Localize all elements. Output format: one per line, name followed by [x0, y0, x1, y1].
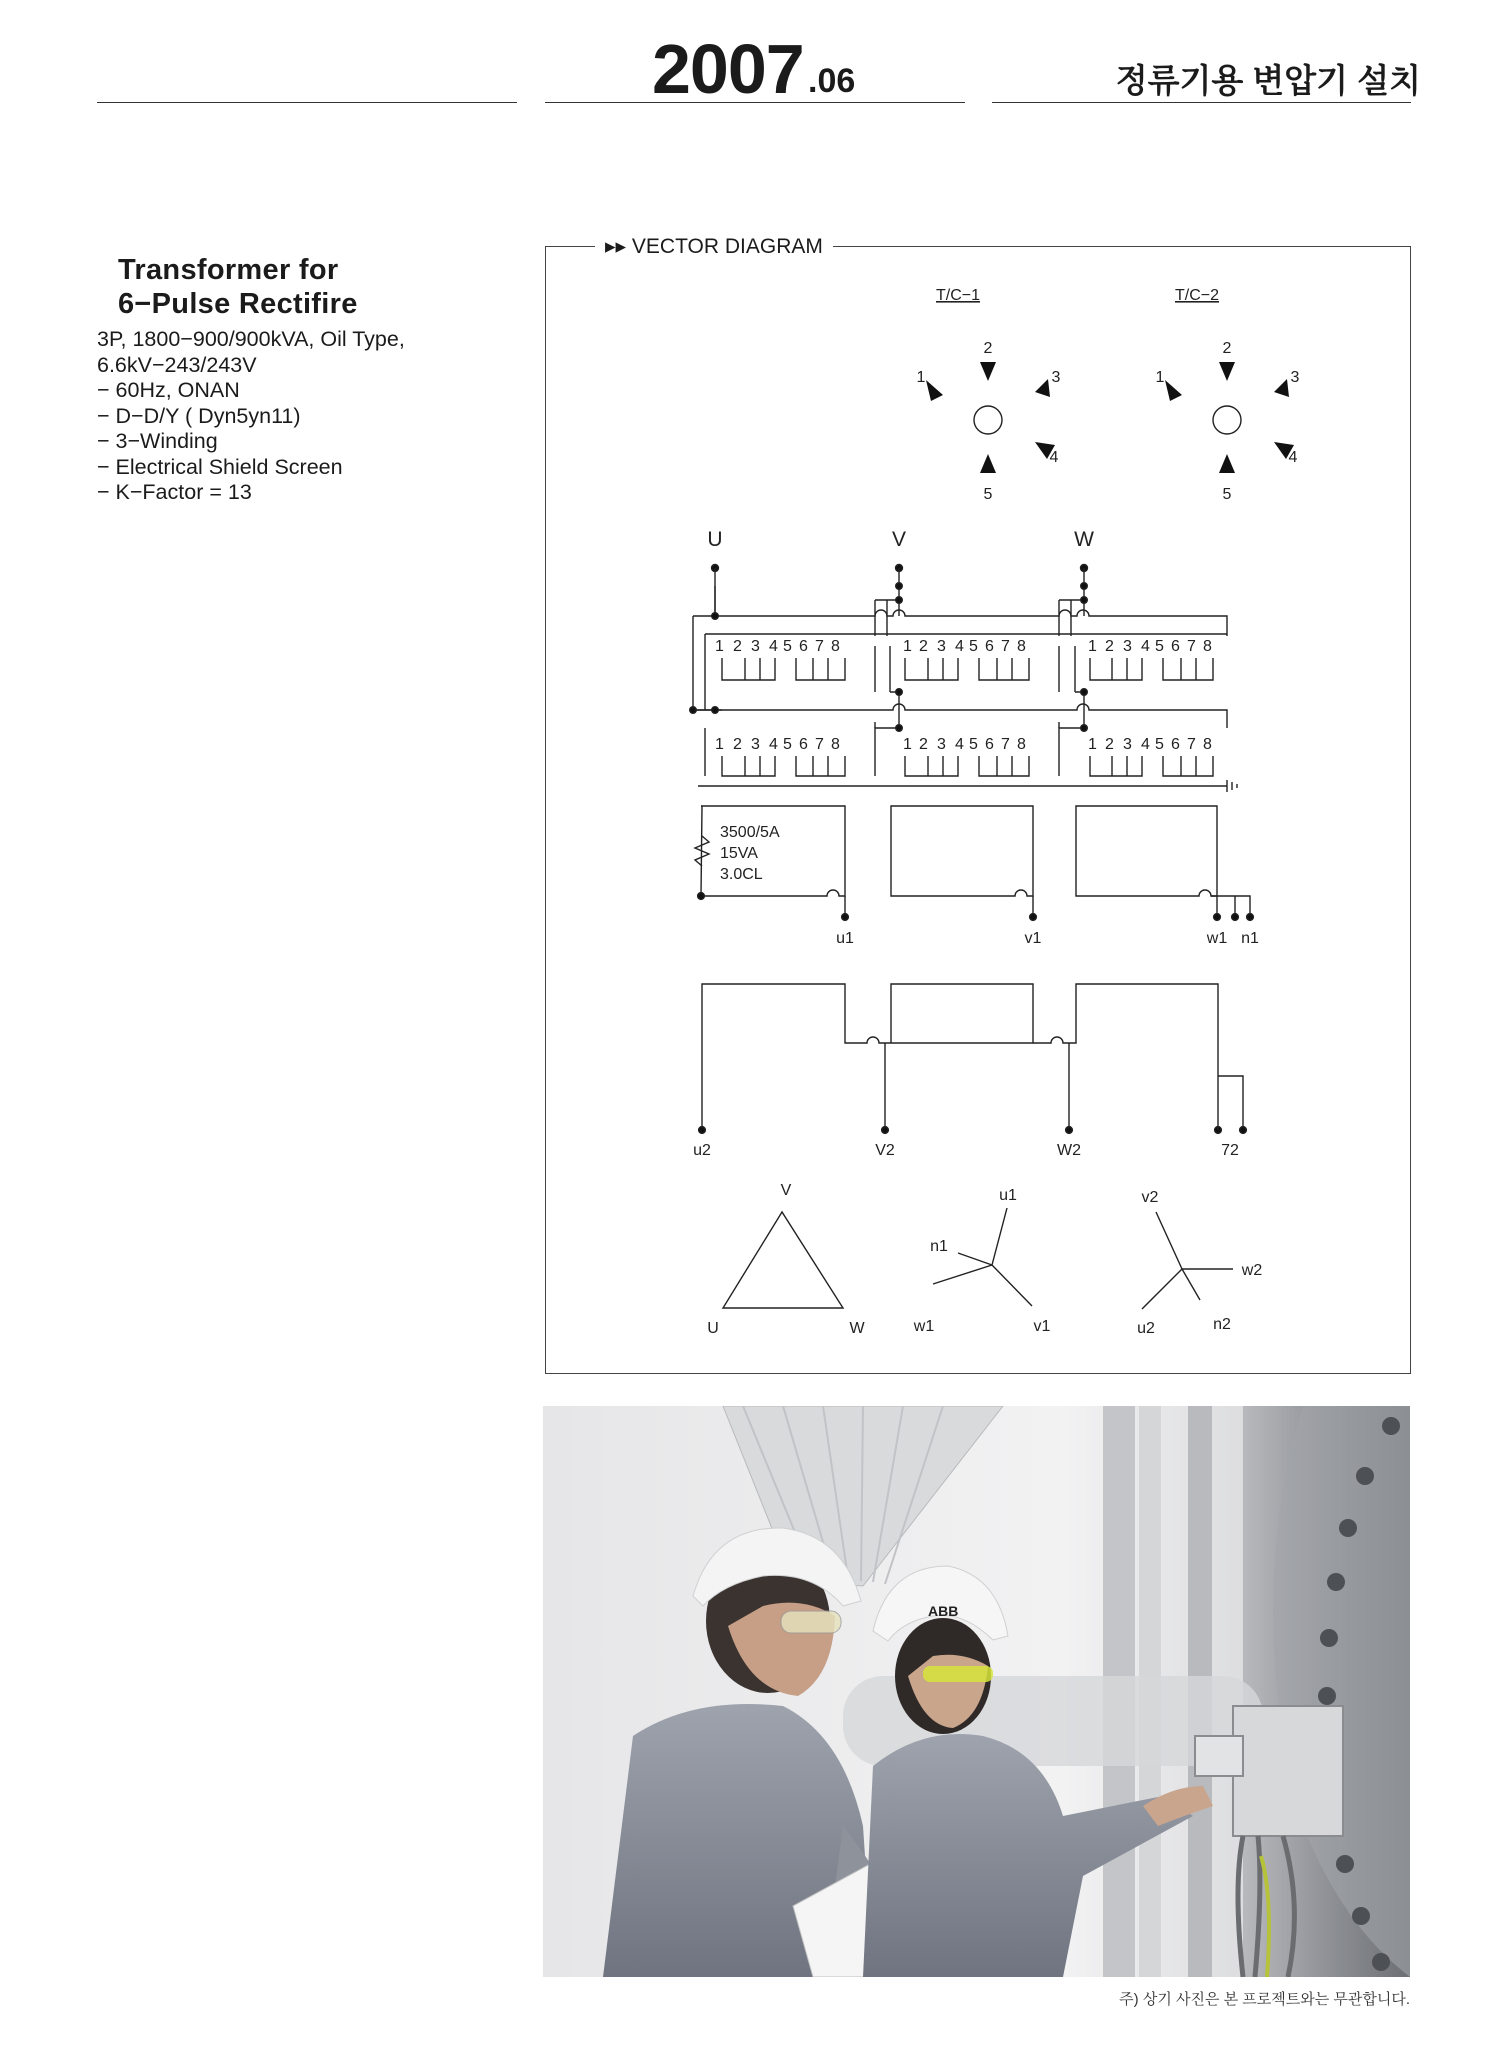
- tap-changer-1: [917, 287, 1061, 503]
- tap-number: 5: [969, 638, 978, 655]
- tc2-arrow: [1219, 454, 1235, 473]
- spec-title-line1: Transformer for: [118, 254, 339, 286]
- tap-number: 4: [955, 638, 964, 655]
- tc1-arrow: [1035, 379, 1050, 397]
- tap-number: 7: [1001, 736, 1010, 753]
- tap-number: 2: [1105, 638, 1114, 655]
- wye1-label-w1: w1: [913, 1318, 935, 1335]
- tap-number-rows: [715, 638, 1212, 753]
- tap-number: 6: [1171, 736, 1180, 753]
- terminal-U-label: U: [707, 528, 723, 551]
- tc1-arrow: [980, 454, 996, 473]
- tap-number: 2: [919, 638, 928, 655]
- tap-number: 5: [783, 638, 792, 655]
- tap-number: 2: [919, 736, 928, 753]
- tap-number: 1: [903, 638, 912, 655]
- spec-line: − K−Factor = 13: [97, 480, 252, 504]
- tap-number: 7: [815, 638, 824, 655]
- tap-number: 3: [937, 736, 946, 753]
- tap-number: 6: [1171, 638, 1180, 655]
- tap-number: 1: [1088, 638, 1097, 655]
- terminal-W-label: W: [1074, 528, 1094, 551]
- tap-number: 7: [1187, 638, 1196, 655]
- wye1-label-v1: v1: [1033, 1318, 1051, 1335]
- secondary-1-winding: [695, 806, 1259, 947]
- ct-rating: 3500/5A: [720, 824, 780, 841]
- header-title: 정류기용 변압기 설치: [1115, 62, 1421, 99]
- tc1-title: T/C−1: [935, 287, 981, 304]
- terminal-n1: n1: [1241, 930, 1259, 947]
- control-box: [1233, 1706, 1343, 1836]
- header-rule-right: [992, 102, 1411, 103]
- terminal-n2: 72: [1221, 1142, 1239, 1159]
- tap-number: 8: [1017, 638, 1026, 655]
- tap-number: 3: [1123, 638, 1132, 655]
- tc1-center: [974, 406, 1002, 434]
- tap-number: 1: [715, 638, 724, 655]
- tap-number: 6: [799, 736, 808, 753]
- tap-number: 5: [1155, 638, 1164, 655]
- photo-illustration: [543, 1406, 1410, 1977]
- terminal-w1: w1: [1206, 930, 1228, 947]
- tc2-pos: 3: [1290, 369, 1300, 386]
- tc1-arrow: [926, 380, 943, 401]
- delta-label-v: V: [780, 1182, 792, 1199]
- ct-rating: 15VA: [720, 845, 758, 862]
- tap-number: 1: [715, 736, 724, 753]
- wye1-label-n1: n1: [930, 1238, 948, 1255]
- tap-number: 1: [903, 736, 912, 753]
- wye2-label-v2: v2: [1141, 1189, 1159, 1206]
- terminal-V-label: V: [891, 528, 907, 551]
- tap-number: 8: [831, 638, 840, 655]
- spec-line: − 3−Winding: [97, 429, 218, 453]
- spec-line: − 60Hz, ONAN: [97, 378, 240, 402]
- site-photo: [543, 1406, 1410, 1977]
- header-month: .06: [808, 62, 856, 100]
- tap-number: 3: [937, 638, 946, 655]
- terminal-v1: v1: [1024, 930, 1042, 947]
- secondary-2-winding: [693, 984, 1246, 1159]
- tap-number: 1: [1088, 736, 1097, 753]
- tap-number: 5: [1155, 736, 1164, 753]
- terminal-u2: u2: [693, 1142, 711, 1159]
- helmet-logo: ABB: [928, 1603, 959, 1619]
- shield-screen: [698, 780, 1237, 792]
- tc1-pos: 3: [1051, 369, 1061, 386]
- spec-line: 3P, 1800−900/900kVA, Oil Type,: [97, 327, 405, 351]
- terminal-v2: V2: [875, 1142, 895, 1159]
- tap-number: 4: [1141, 638, 1150, 655]
- tap-number: 4: [1141, 736, 1150, 753]
- tap-number: 2: [1105, 736, 1114, 753]
- delta-label-u: U: [707, 1320, 719, 1337]
- terminal-u1: u1: [836, 930, 854, 947]
- tc2-pos: 2: [1222, 340, 1232, 357]
- spec-line: 6.6kV−243/243V: [97, 352, 257, 377]
- tap-number: 7: [1001, 638, 1010, 655]
- tap-number: 7: [815, 736, 824, 753]
- control-display: [1195, 1736, 1243, 1776]
- tap-number: 4: [769, 736, 778, 753]
- tc2-center: [1213, 406, 1241, 434]
- ct-rating: 3.0CL: [720, 866, 763, 883]
- spec-list: [97, 327, 405, 506]
- tap-number: 8: [831, 736, 840, 753]
- tap-changer-2: [1156, 287, 1300, 503]
- tc2-pos: 4: [1288, 449, 1298, 466]
- tc2-pos: 5: [1222, 486, 1232, 503]
- tc2-arrow: [1274, 379, 1289, 397]
- tap-number: 3: [751, 736, 760, 753]
- tap-number: 5: [783, 736, 792, 753]
- tc1-pos: 1: [916, 369, 926, 386]
- delta-symbol: [707, 1182, 865, 1337]
- tc2-arrow: [1219, 362, 1235, 381]
- tap-number: 8: [1203, 736, 1212, 753]
- header-year: 2007: [652, 30, 804, 108]
- diagram-label: ▸▸ VECTOR DIAGRAM: [595, 234, 833, 260]
- wye2-label-n2: n2: [1213, 1316, 1231, 1333]
- tap-number: 3: [751, 638, 760, 655]
- tap-number: 2: [733, 736, 742, 753]
- tap-number: 6: [985, 638, 994, 655]
- tap-number: 4: [955, 736, 964, 753]
- spec-line: − Electrical Shield Screen: [97, 454, 343, 479]
- spec-line: − D−D/Y ( Dyn5yn11): [97, 403, 301, 428]
- spec-title: [118, 253, 358, 321]
- tc1-pos: 2: [983, 340, 993, 357]
- wye2-label-u2: u2: [1137, 1320, 1155, 1337]
- wye2-label-w2: w2: [1241, 1262, 1263, 1279]
- tc2-arrow: [1165, 380, 1182, 401]
- header-rule-left: [97, 102, 517, 103]
- tap-number: 5: [969, 736, 978, 753]
- tap-row-2: [715, 736, 1212, 753]
- tap-number: 6: [985, 736, 994, 753]
- tc2-title: T/C−2: [1174, 287, 1220, 304]
- tap-number: 4: [769, 638, 778, 655]
- tc1-pos: 5: [983, 486, 993, 503]
- tap-number: 2: [733, 638, 742, 655]
- wye-2-symbol: [1137, 1189, 1262, 1337]
- tc2-pos: 1: [1155, 369, 1165, 386]
- delta-label-w: W: [849, 1320, 865, 1337]
- tap-number: 6: [799, 638, 808, 655]
- tap-number: 8: [1203, 638, 1212, 655]
- tc1-pos: 4: [1049, 449, 1059, 466]
- terminal-w2: W2: [1057, 1142, 1081, 1159]
- tap-row-1: [715, 638, 1212, 655]
- tc1-arrow: [980, 362, 996, 381]
- wye-1-symbol: [913, 1187, 1051, 1335]
- tap-number: 7: [1187, 736, 1196, 753]
- primary-terminals: [707, 528, 1094, 572]
- wye1-label-u1: u1: [999, 1187, 1017, 1204]
- tap-number: 8: [1017, 736, 1026, 753]
- spec-title-line2: 6−Pulse Rectifire: [118, 288, 358, 320]
- tap-number: 3: [1123, 736, 1132, 753]
- vector-diagram: [545, 246, 1411, 1374]
- photo-caption: 주) 상기 사진은 본 프로젝트와는 무관합니다.: [1119, 1991, 1410, 2008]
